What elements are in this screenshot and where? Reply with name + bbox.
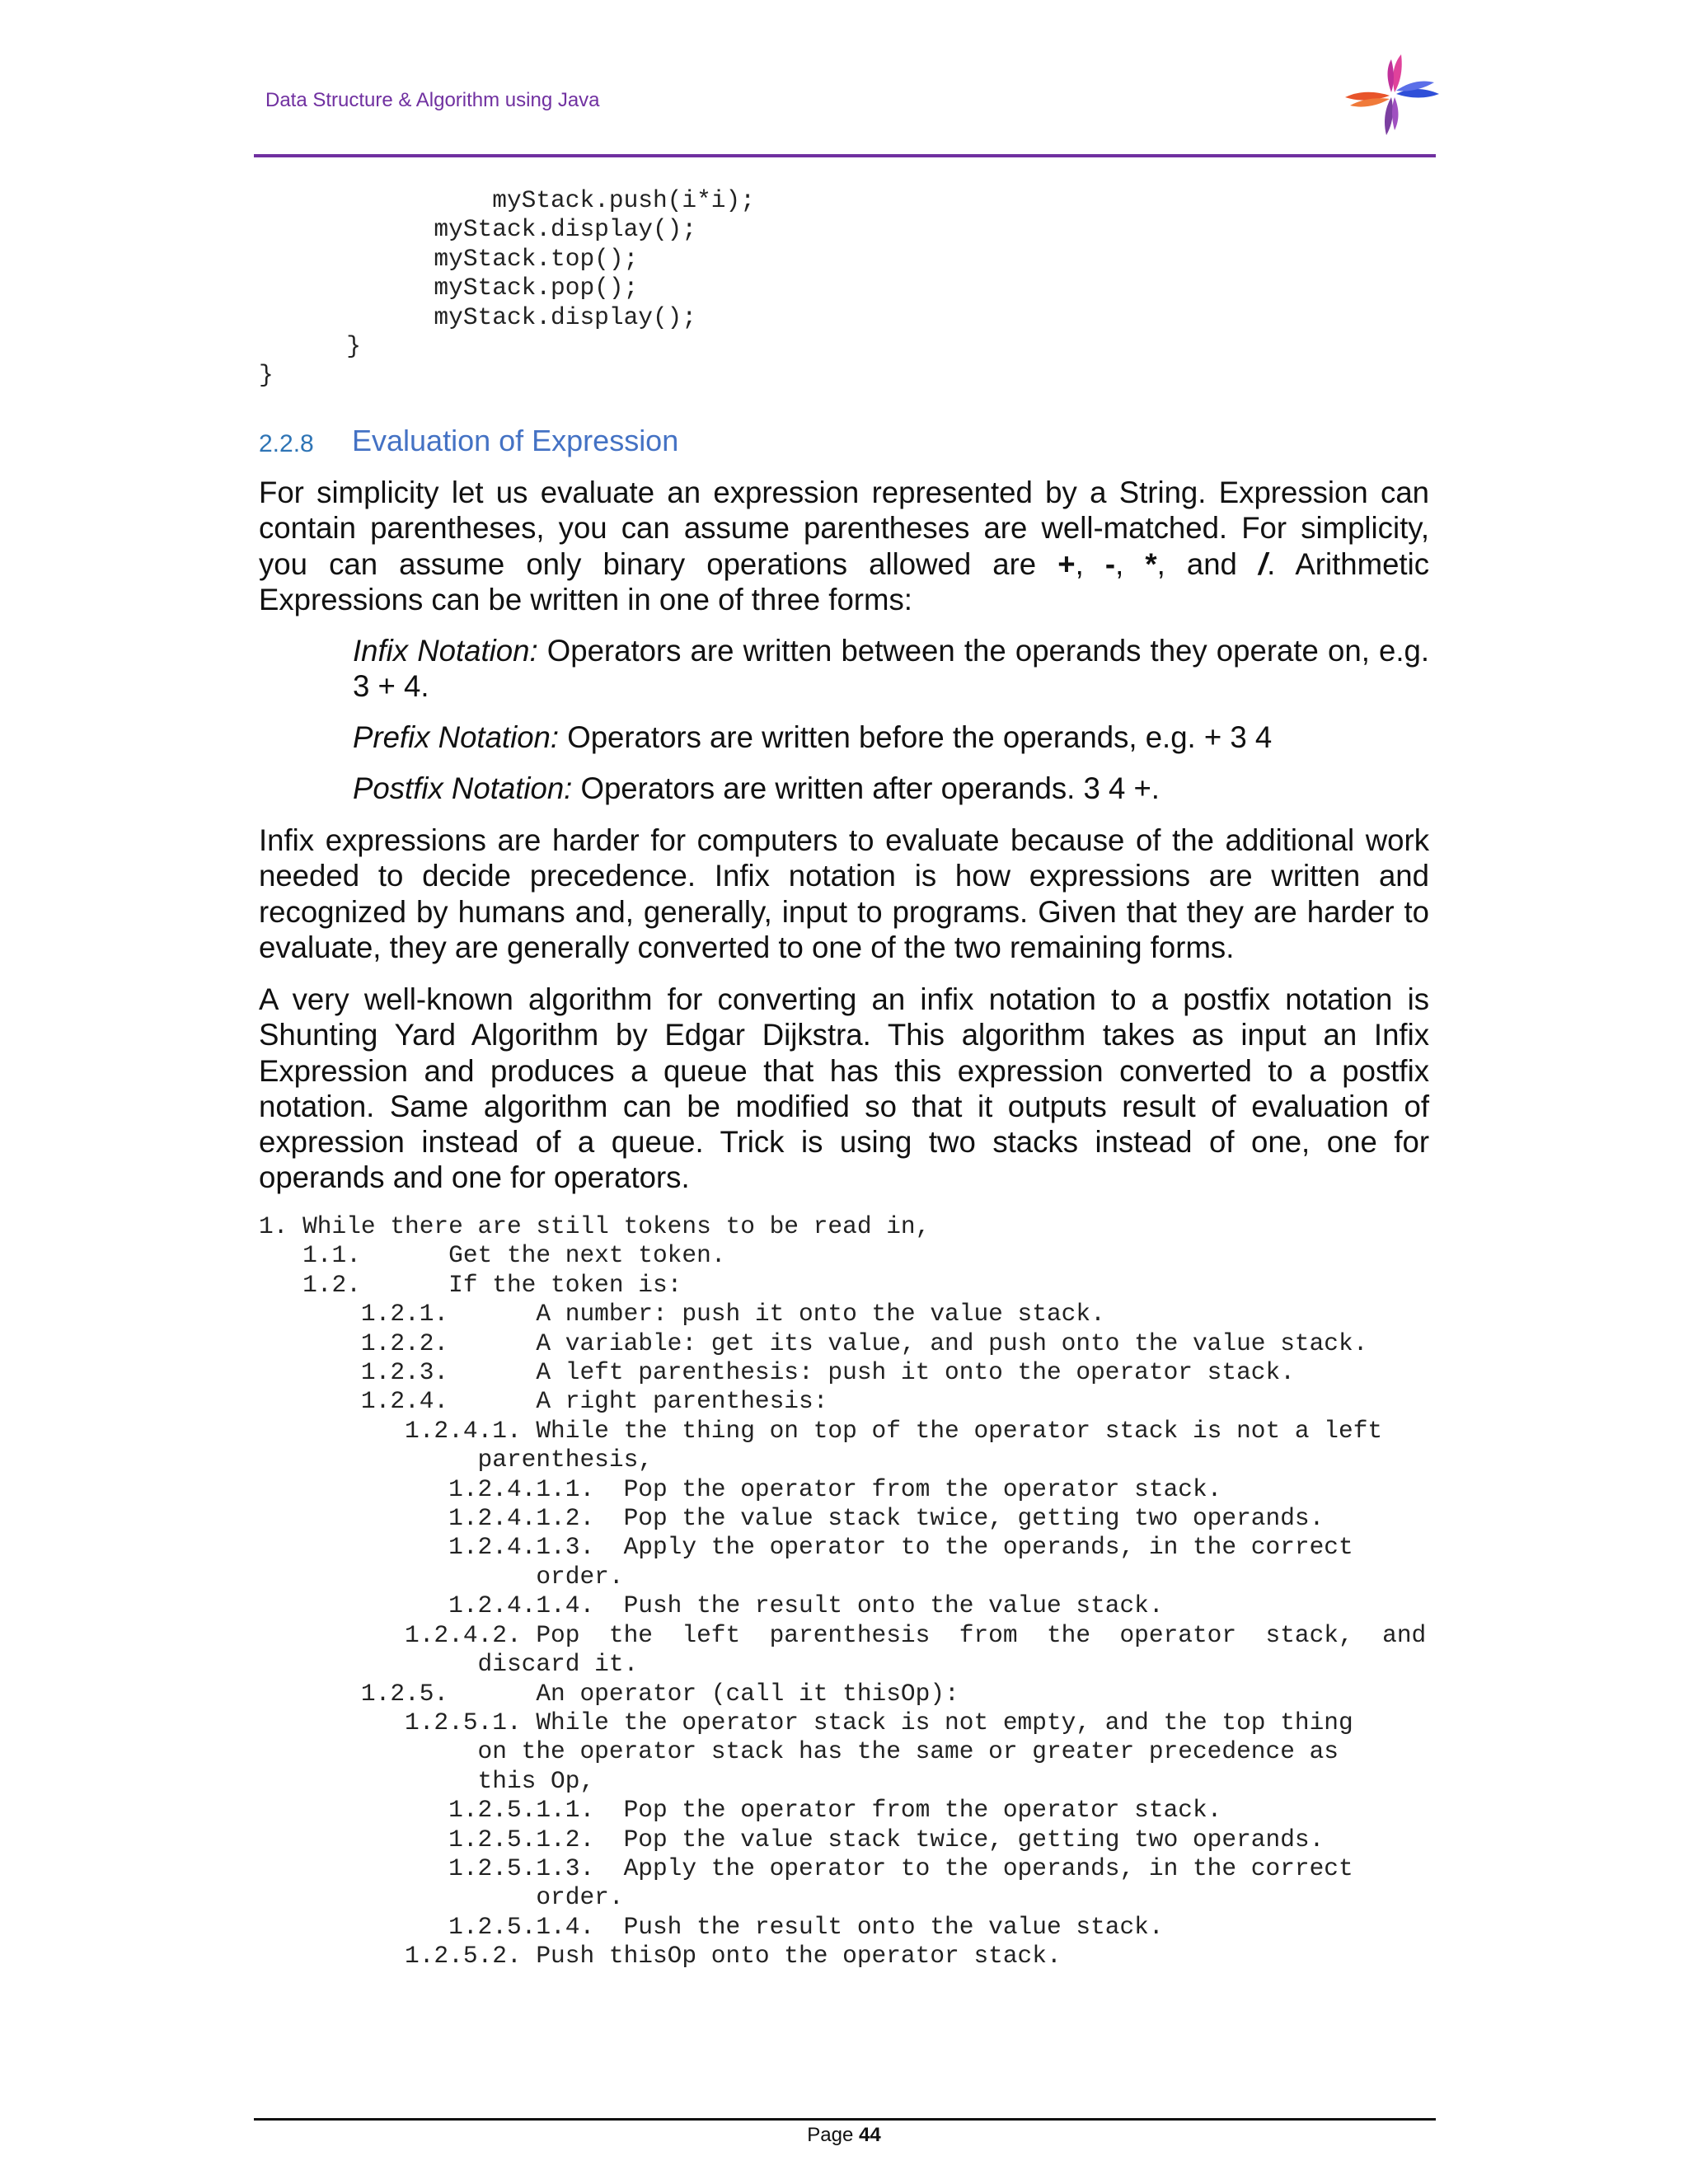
section-number: 2.2.8: [259, 430, 314, 457]
header-rule: [254, 154, 1436, 157]
logo-petal-right: [1396, 81, 1439, 97]
section-title: Evaluation of Expression: [352, 424, 679, 457]
prefix-notation-item: Prefix Notation: Operators are written before the operands, e.g. + 3 4: [353, 720, 1273, 754]
page-label: Page: [807, 2124, 859, 2146]
shunting-yard-algorithm-steps: 1. While there are still tokens to be read in, 1.1. Get the next token. 1.2. If the token is: 1.2.1. A number: push it onto the value stack. 1.2.2. A variable: get its value, and push onto the value stack. 1.2.3. A left parenthesis: push it onto the operator stack. 1.2.4. A right parenthesis: 1.2.4.1. While the thing on top of the operator stack is not a left parenthesis, 1.2.4.1.1. Pop the operator from the operator stack. 1.2.4.1.2. Pop the value stack twice, getting two operands. 1.2.4.1.3. Apply the operator to the operands, in the correct order. 1.2.4.1.4. Push the result onto the value stack. 1.2.4.2. Pop the left parenthesis from the operator stack, and discard it. 1.2.5. An operator (call it thisOp): 1.2.5.1. While the operator stack is not empty, and the top thing on the operator stack has the same or greater precedence as this Op, 1.2.5.1.1. Pop the operator from the operator stack. 1.2.5.1.2. Pop the value stack twice, getting two operands. 1.2.5.1.3. Apply the operator to the operands, in the correct order. 1.2.5.1.4. Push the result onto the value stack. 1.2.5.2. Push thisOp onto the operator stack.: [259, 1212, 1427, 1971]
infix-evaluation-paragraph: Infix expressions are harder for computers to evaluate because of the additional work needed to decide precedence. Infix notation is how expressions are written and recognized by humans and, generally, input to programs. Given that they are harder to evaluate, they are generally converted to one of the two remaining forms.: [259, 823, 1429, 964]
publisher-logo-icon: [1343, 51, 1441, 137]
intro-paragraph: For simplicity let us evaluate an expression represented by a String. Expression can contain parentheses, you can assume parentheses are well-matched. For simplicity, you can assume only binary operations allowed are +, -, *, and /. Arithmetic Expressions can be written in one of three forms:: [259, 476, 1429, 616]
infix-notation-item: Infix Notation: Operators are written between the operands they operate on, e.g. 3 + 4.: [353, 634, 1430, 704]
code-snippet-stack: myStack.push(i*i); myStack.display(); myStack.top(); myStack.pop(); myStack.display(); } }: [259, 186, 755, 390]
page-footer: [0, 2124, 1688, 2147]
shunting-yard-paragraph: A very well-known algorithm for converting an infix notation to a postfix notation is Shunting Yard Algorithm by Edgar Dijkstra. This algorithm takes as input an Infix Expression and produces a queue that has this expression converted to a postfix notation. Same algorithm can be modified so that it outputs result of evaluation of expression instead of a queue. Trick is using two stacks instead of one, one for operands and one for operators.: [259, 982, 1429, 1195]
footer-rule: [254, 2118, 1436, 2121]
page-number: 44: [859, 2124, 881, 2146]
running-header-title: Data Structure & Algorithm using Java: [265, 89, 600, 111]
logo-petal-top: [1388, 54, 1402, 92]
logo-petal-bottom: [1385, 97, 1399, 135]
postfix-notation-item: Postfix Notation: Operators are written after operands. 3 4 +.: [353, 771, 1160, 805]
logo-petal-left: [1345, 92, 1390, 107]
